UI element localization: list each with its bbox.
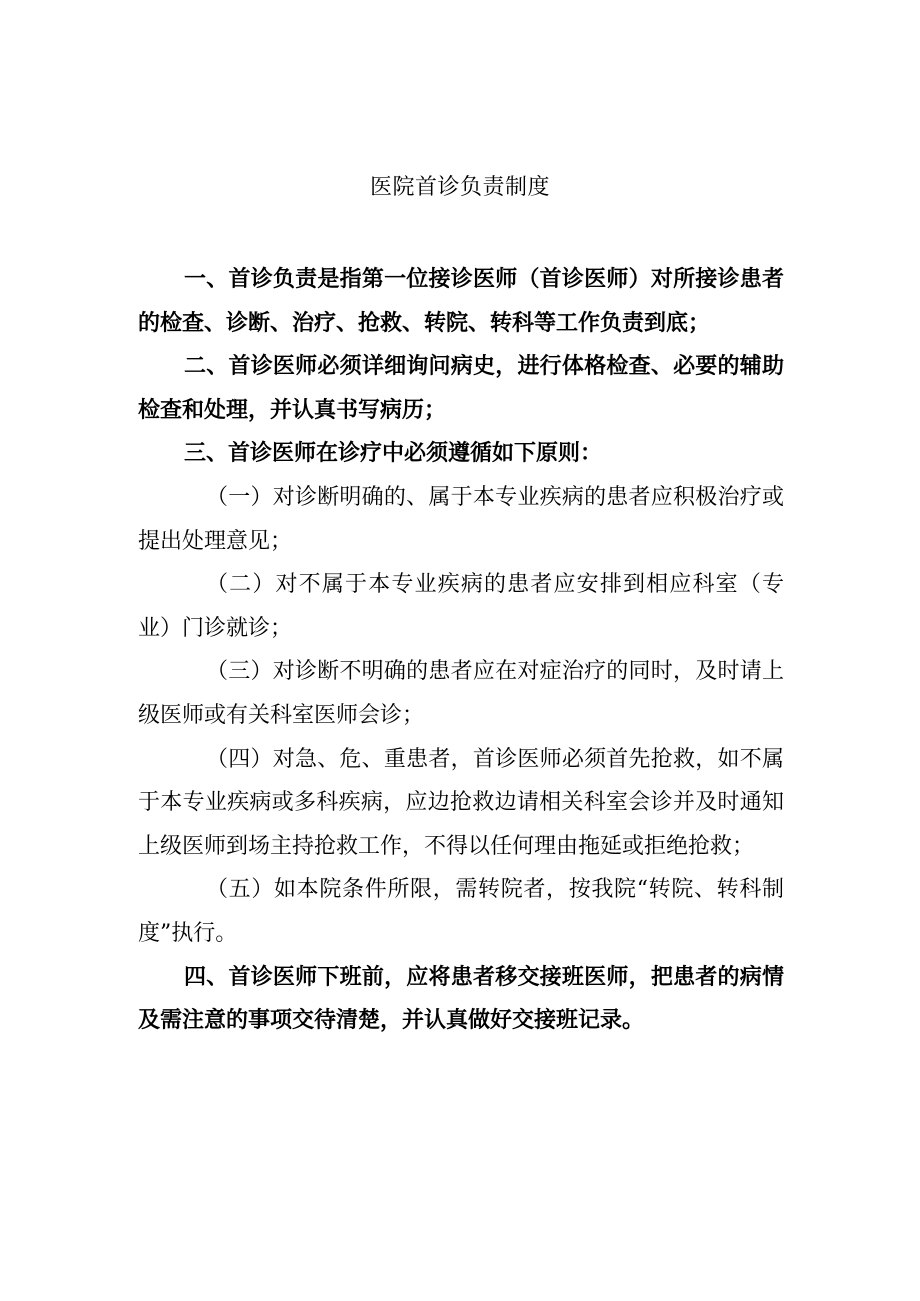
paragraph-rule-4: 四、首诊医师下班前，应将患者移交接班医师，把患者的病情及需注意的事项交待清楚，并认真做好交接班记录。 [138,963,784,1034]
paragraph-principle-5: （五）如本院条件所限，需转院者，按我院“转院、转科制度”执行。 [138,877,784,946]
paragraph-rule-3: 三、首诊医师在诊疗中必须遵循如下原则： [184,440,603,467]
paragraph-rule-1: 一、首诊负责是指第一位接诊医师（首诊医师）对所接诊患者的检查、诊断、治疗、抢救、转院、转科等工作负责到底； [138,266,784,336]
paragraph-rule-2: 二、首诊医师必须详细询问病史，进行体格检查、必要的辅助检查和处理，并认真书写病历； [138,353,784,423]
paragraph-principle-2: （二）对不属于本专业疾病的患者应安排到相应科室（专业）门诊就诊； [138,572,784,641]
paragraph-principle-3: （三）对诊断不明确的患者应在对症治疗的同时，及时请上级医师或有关科室医师会诊； [138,659,784,728]
document-title: 医院首诊负责制度 [369,175,550,200]
document-body [138,258,784,1043]
paragraph-principle-4: （四）对急、危、重患者，首诊医师必须首先抢救，如不属于本专业疾病或多科疾病，应边抢救边请相关科室会诊并及时通知上级医师到场主持抢救工作，不得以任何理由拖延或拒绝抢救； [138,746,784,859]
paragraph-principle-1: （一）对诊断明确的、属于本专业疾病的患者应积极治疗或提出处理意见； [138,484,784,554]
